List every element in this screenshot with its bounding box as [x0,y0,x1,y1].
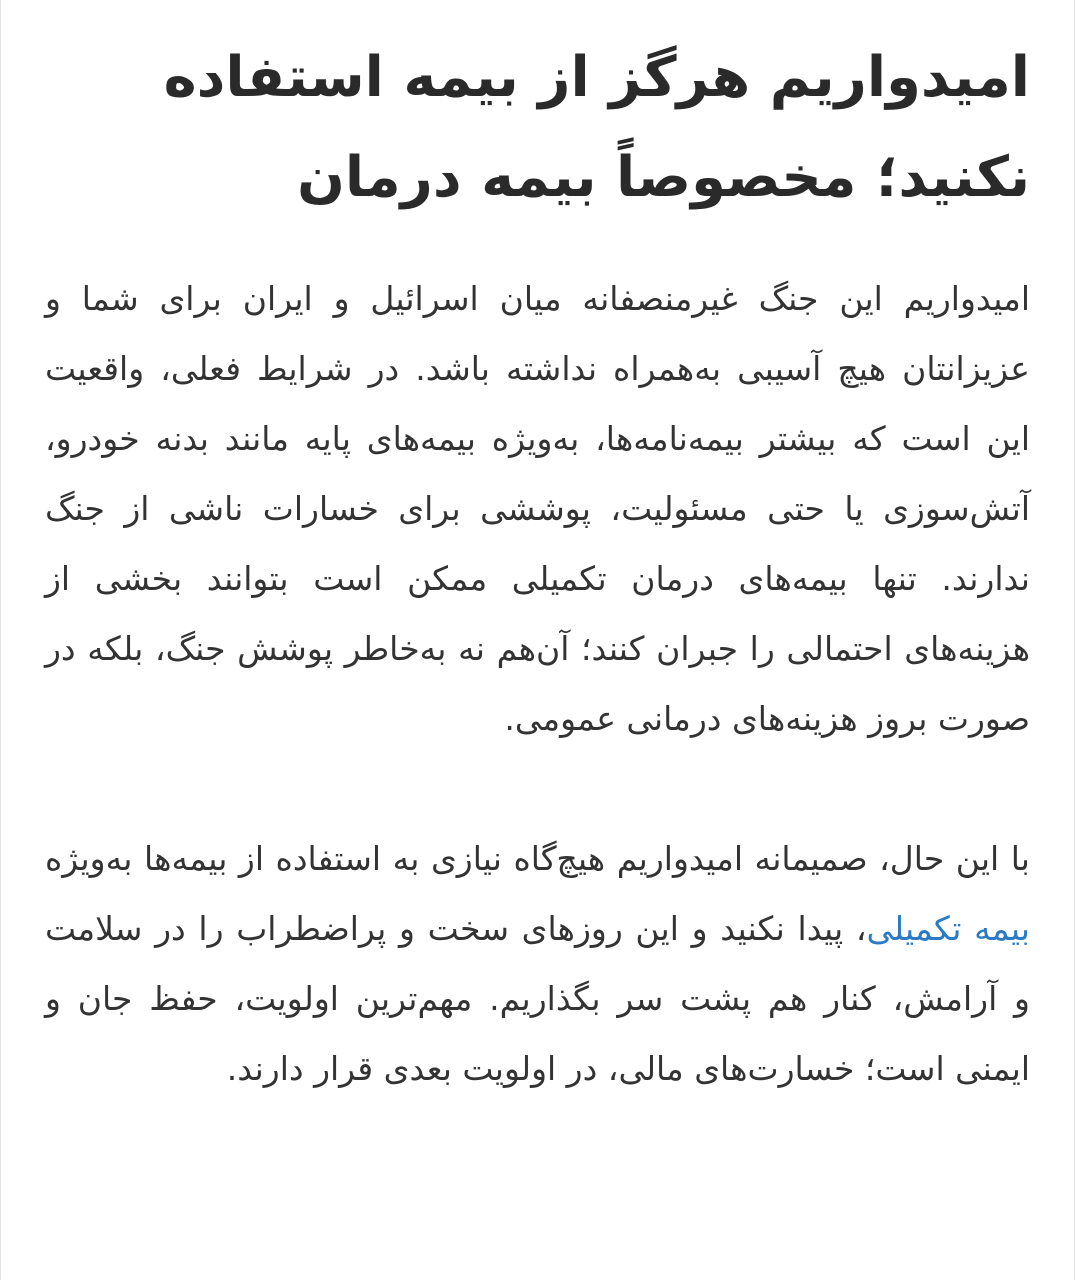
paragraph-spacer [45,754,1030,824]
article-title: امیدواریم هرگز از بیمه استفاده نکنید؛ مخصوصاً بیمه درمان [163,45,1030,210]
paragraph-2-text-start: با این حال، صمیمانه امیدواریم هیچ‌گاه نیازی به استفاده از بیمه‌ها به‌ویژه [45,839,1030,878]
paragraph-2-text-end: ، پیدا نکنید و این روزهای سخت و پراضطراب را در سلامت و آرامش، کنار هم پشت سر بگذاریم. مهم‌ترین اولویت، حفظ جان و ایمنی است؛ خسارت‌های مالی، در اولویت بعدی قرار دارند. [45,909,1030,1088]
article-paragraph-1: امیدواریم این جنگ غیرمنصفانه میان اسرائیل و ایران برای شما و عزیزانتان هیچ آسیبی به‌همراه نداشته باشد. در شرایط فعلی، واقعیت این است که بیشتر بیمه‌نامه‌ها، به‌ویژه بیمه‌های پایه مانند بدنه خودرو، آتش‌سوزی یا حتی مسئولیت، پوششی برای خسارات ناشی از جنگ ندارند. تنها بیمه‌های درمان تکمیلی ممکن است بتوانند بخشی از هزینه‌های احتمالی را جبران کنند؛ آن‌هم نه به‌خاطر پوشش جنگ، بلکه در صورت بروز هزینه‌های درمانی عمومی. [45,279,1030,738]
article-paragraph-2 [45,824,1030,1104]
supplementary-insurance-link[interactable]: بیمه تکمیلی [866,909,1030,948]
